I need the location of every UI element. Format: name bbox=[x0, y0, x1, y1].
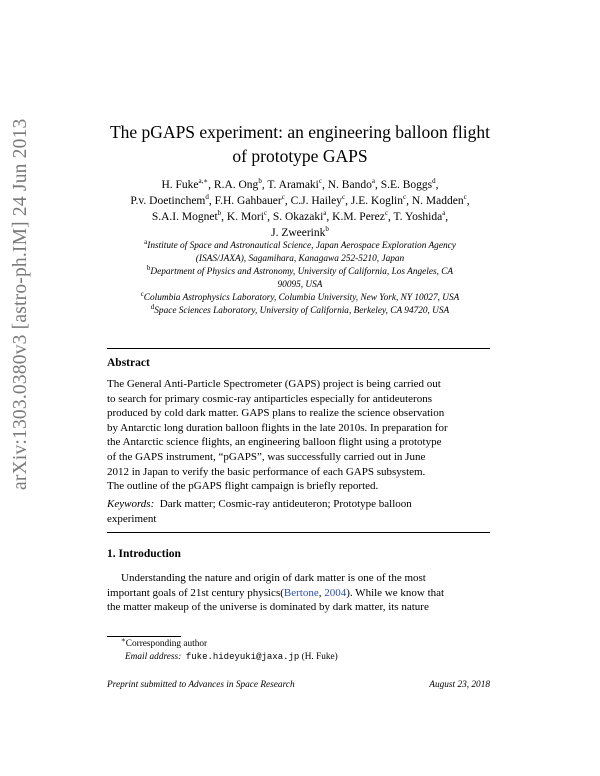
citation-link[interactable]: Bertone bbox=[283, 586, 319, 599]
intro-line: the matter makeup of the universe is dominated by dark matter, its nature bbox=[107, 601, 429, 614]
affiliation-line bbox=[0, 253, 600, 266]
abstract-line: of the GAPS instrument, “pGAPS”, was successfully carried out in June bbox=[107, 450, 426, 463]
author-line: H. Fuke$^{a,∗}$, R.A. Ong$^b$, T. Aramaki$^c$, N. Bando$^a$, S.E. Boggs$^d$, bbox=[161, 177, 439, 191]
abstract-bottom-rule bbox=[107, 532, 490, 533]
footnote-text: Corresponding author bbox=[125, 639, 208, 649]
affiliation-mark: a bbox=[144, 237, 148, 246]
citation-year-link[interactable]: 2004 bbox=[324, 586, 347, 599]
footnote-mark: ∗ bbox=[121, 635, 126, 644]
author-affiliation-mark: a bbox=[371, 177, 375, 186]
affiliation-line bbox=[0, 302, 600, 318]
email-address[interactable]: fuke.hideyuki@jaxa.jp bbox=[185, 651, 300, 662]
author-affiliation-mark: d bbox=[205, 193, 209, 202]
footer-journal: Preprint submitted to Advances in Space Research bbox=[107, 680, 295, 690]
section-heading: 1. Introduction bbox=[107, 548, 181, 560]
author-name: N. Bando bbox=[327, 179, 372, 191]
author-name: K. Mori bbox=[226, 211, 264, 223]
abstract-top-rule bbox=[107, 348, 490, 349]
paper-title bbox=[0, 120, 600, 168]
author-name: N. Madden bbox=[411, 195, 464, 207]
keywords-text: experiment bbox=[107, 512, 157, 525]
author-name: H. Fuke bbox=[161, 179, 199, 191]
author-name: S.A.I. Mognet bbox=[151, 211, 218, 223]
email-label: Email address: bbox=[125, 651, 182, 662]
arxiv-identifier: arXiv:1303.0380v3 [astro-ph.IM] 24 Jun 2013 bbox=[10, 118, 31, 490]
abstract-line: by Antarctic long duration balloon flights in the late 2010s. In preparation for bbox=[107, 421, 448, 434]
affiliation-text: Department of Physics and Astronomy, University of California, Los Angeles, CA bbox=[150, 267, 454, 277]
abstract-body bbox=[107, 377, 490, 494]
footer-date: August 23, 2018 bbox=[429, 680, 490, 690]
author-line: S.A.I. Mognet$^b$, K. Mori$^c$, S. Okazaki$^a$, K.M. Perez$^c$, T. Yoshida$^a$, bbox=[151, 209, 449, 223]
abstract-line: to search for primary cosmic-ray antiparticles especially for antideuterons bbox=[107, 392, 432, 405]
affiliation-text: Columbia Astrophysics Laboratory, Columbia University, New York, NY 10027, USA bbox=[143, 293, 460, 303]
author-name: C.J. Hailey bbox=[290, 195, 343, 207]
abstract-line: The General Anti-Particle Spectrometer (GAPS) project is being carried out bbox=[107, 378, 441, 390]
author-name: S.E. Boggs bbox=[380, 179, 433, 191]
affiliation-text: (ISAS/JAXA), Sagamihara, Kanagawa 252-5210, Japan bbox=[195, 254, 405, 264]
title-line: of prototype GAPS bbox=[232, 146, 368, 166]
author-affiliation-mark: c bbox=[463, 193, 467, 202]
intro-line: Understanding the nature and origin of dark matter is one of the most bbox=[121, 572, 426, 584]
abstract-line: The outline of the pGAPS flight campaign is briefly reported. bbox=[107, 480, 379, 493]
email-suffix: (H. Fuke) bbox=[301, 651, 338, 662]
author-line: P.v. Doetinchem$^d$, F.H. Gahbauer$^c$, C.J. Hailey$^c$, J.E. Koglin$^c$, N. Madden$^c$, bbox=[130, 193, 470, 207]
affiliation-line bbox=[0, 289, 600, 305]
author-name: K.M. Perez bbox=[332, 211, 385, 223]
affiliation-mark: b bbox=[146, 263, 151, 272]
footnote-rule bbox=[107, 636, 181, 637]
author-affiliation-mark: b bbox=[217, 209, 222, 218]
author-affiliation-mark: a bbox=[323, 209, 327, 218]
author-name: R.A. Ong bbox=[213, 179, 259, 191]
author-name: T. Yoshida bbox=[393, 211, 443, 223]
author-name: J. Zweerink bbox=[271, 227, 326, 239]
intro-paragraph bbox=[107, 571, 490, 615]
affiliation-list bbox=[0, 237, 600, 318]
abstract-heading: Abstract bbox=[107, 357, 150, 369]
author-affiliation-mark: b bbox=[258, 177, 262, 186]
title-line: The pGAPS experiment: an engineering balloon flight bbox=[109, 122, 491, 142]
author-line bbox=[0, 225, 600, 241]
author-name: J.E. Koglin bbox=[350, 195, 403, 207]
affiliation-text: Institute of Space and Astronautical Science, Japan Aerospace Exploration Agency bbox=[147, 241, 456, 251]
author-affiliation-mark: a,∗ bbox=[198, 177, 209, 186]
keywords bbox=[107, 497, 412, 526]
affiliation-line bbox=[0, 279, 600, 292]
abstract-line: 2012 in Japan to verify the basic performance of each GAPS subsystem. bbox=[107, 465, 426, 478]
author-affiliation-mark: b bbox=[325, 225, 329, 234]
abstract-line: the Antarctic science flights, an engineering balloon flight using a prototype bbox=[107, 436, 442, 449]
author-name: F.H. Gahbauer bbox=[214, 195, 282, 207]
affiliation-line bbox=[0, 237, 600, 253]
author-name: S. Okazaki bbox=[272, 211, 324, 223]
author-list bbox=[0, 177, 600, 241]
affiliation-text: 90095, USA bbox=[277, 280, 323, 290]
abstract-line: produced by cold dark matter. GAPS plans to realize the science observation bbox=[107, 407, 445, 420]
author-affiliation-mark: c bbox=[281, 193, 285, 202]
affiliation-text: Space Sciences Laboratory, University of California, Berkeley, CA 94720, USA bbox=[154, 306, 450, 316]
keywords-text: Dark matter; Cosmic-ray antideuteron; Prototype balloon bbox=[159, 498, 412, 510]
intro-line: important goals of 21st century physics(Bertone, 2004). While we know that bbox=[107, 586, 445, 599]
author-affiliation-mark: a bbox=[442, 209, 446, 218]
author-name: T. Aramaki bbox=[267, 179, 319, 191]
author-affiliation-mark: c bbox=[342, 193, 346, 202]
author-affiliation-mark: d bbox=[432, 177, 436, 186]
affiliation-line bbox=[0, 263, 600, 279]
author-affiliation-mark: c bbox=[402, 193, 407, 202]
author-affiliation-mark: c bbox=[263, 209, 268, 218]
author-name: P.v. Doetinchem bbox=[130, 195, 206, 207]
keywords-label: Keywords: bbox=[107, 498, 155, 510]
author-affiliation-mark: c bbox=[318, 177, 322, 186]
author-affiliation-mark: c bbox=[384, 209, 388, 218]
page-footer bbox=[107, 680, 490, 690]
affiliation-mark: d bbox=[150, 302, 155, 311]
footnote bbox=[107, 635, 338, 663]
affiliation-mark: c bbox=[140, 289, 144, 298]
